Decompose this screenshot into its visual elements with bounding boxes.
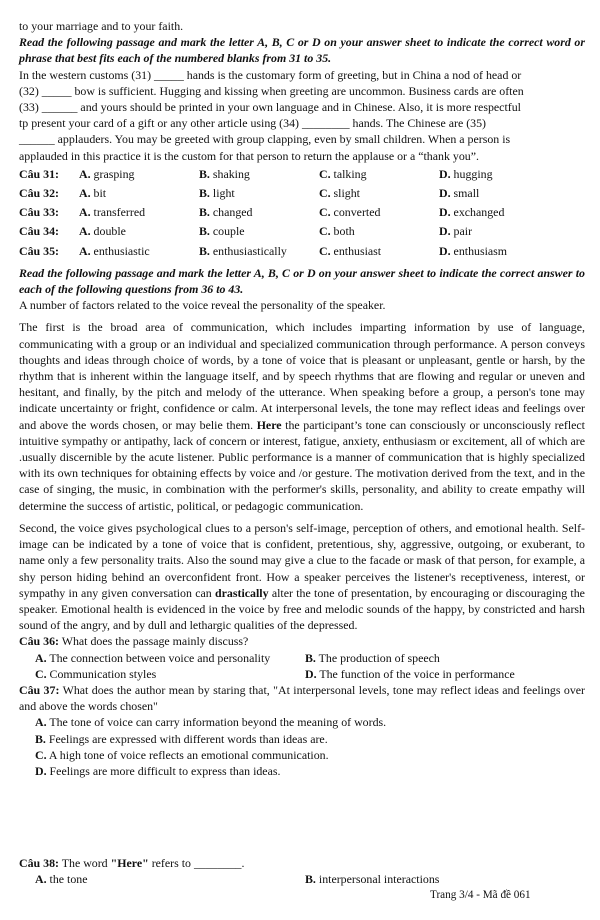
question-38: Câu 38: The word "Here" refers to ________. A. the tone B. interpersonal interactions [19,855,585,887]
option-b[interactable]: B. enthusiastically [199,243,287,258]
cloze-line: applauded in this practice it is the custom for that person to return the applause or a “thank you”. [19,148,479,163]
option-d[interactable]: D. exchanged [439,205,505,220]
question-number: Câu 37: [19,682,60,697]
cloze-line: ______ applauders. You may be greeted with group clapping, even by small children. When a person is [19,132,511,147]
question-36 [19,633,585,682]
option-c[interactable]: C. A high tone of voice reflects an emotional communication. [35,747,329,762]
cloze-passage [19,67,585,164]
cloze-line: tp present your card of a gift or any other article using (34) ________ hands. The Chinese are (35) [19,116,487,131]
option-b[interactable]: B. interpersonal interactions [305,872,440,887]
question-number: Câu 33: [19,205,59,220]
option-c[interactable]: C. both [319,224,355,239]
question-row [19,185,585,201]
passage-paragraph-1: The first is the broad area of communication, which includes imparting information by use of language, communicating with a group or an individual and specialized communication through performance. A person conveys thoughts and ideas through choice of words, by a tone of voice that is pleasant or unpleasant, gentle or harsh, by the rhythm that is inherent within the language itself, and by speech rhythms that are flowing and regular or uneven and hesitant, and finally, by the pitch and melody of the utterance. When speaking before a group, a person's tone may indicate uncertainty or fright, confidence or calm. At interpersonal levels, the tone may reflect ideas and feelings over and above the words chosen, or may belie them. Here the participant’s tone can consciously or unconsciously reflect intuitive sympathy or antipathy, lack of concern or interest, fatigue, anxiety, enthusiasm or excitement, all of which are .usually discernible by the acute listener. Public performance is a manner of communication that is highly specialized with its own techniques for obtaining effects by voice and /or gesture. The motivation derived from the text, and in the case of singing, the music, in combination with the performer's skills, personality, and ability to create empathy will determine the success of artistic, political, or pedagogic communication. [19,320,585,513]
cloze-line: (32) _____ bow is sufficient. Hugging and kissing when greeting are uncommon. Business cards are often [19,83,524,98]
option-a[interactable]: A. transferred [79,205,146,220]
options-row [19,871,585,887]
question-row [19,243,585,259]
option-d[interactable]: D. The function of the voice in performance [305,666,515,681]
section2-instruction: Read the following passage and mark the letter A, B, C or D on your answer sheet to indicate the correct answer to each of the following questions from 36 to 43. [19,265,585,297]
question-number: Câu 36: [19,634,59,649]
question-number: Câu 31: [19,166,59,181]
question-table [19,166,585,259]
option-b[interactable]: B. The production of speech [305,650,440,665]
cloze-line: (33) ______ and yours should be printed in your own language and in Chinese. Also, it is more respectful [19,100,521,115]
option-a[interactable]: A. The connection between voice and personality [35,650,271,665]
option-c[interactable]: C. enthusiast [319,243,382,258]
option-a[interactable]: A. bit [79,186,107,201]
option-c[interactable]: C. Communication styles [35,666,157,681]
continued-line: to your marriage and to your faith. [19,19,184,33]
option-d[interactable]: D. Feelings are more difficult to express than ideas. [35,763,281,778]
question-number: Câu 34: [19,224,59,239]
option-a[interactable]: A. double [79,224,126,239]
option-d[interactable]: D. hugging [439,166,493,181]
highlighted-word: drastically [215,585,269,600]
cloze-line: In the western customs (31) _____ hands is the customary form of greeting, but in China a nod of head or [19,67,522,82]
option-b[interactable]: B. shaking [199,166,250,181]
question-37 [19,682,585,779]
question-number: Câu 32: [19,186,59,201]
question-stem: What does the passage mainly discuss? [61,634,249,649]
question-number: Câu 35: [19,243,59,258]
option-c[interactable]: C. slight [319,186,360,201]
question-row [19,204,585,220]
option-b[interactable]: B. Feelings are expressed with different words than ideas are. [35,731,328,746]
option-c[interactable]: C. converted [319,205,381,220]
option-b[interactable]: B. light [199,186,235,201]
question-row [19,166,585,182]
option-a[interactable]: A. The tone of voice can carry information beyond the meaning of words. [35,715,387,730]
option-d[interactable]: D. enthusiasm [439,243,508,258]
option-d[interactable]: D. pair [439,224,473,239]
passage-paragraph-2: Second, the voice gives psychological clues to a person's self-image, perception of others, and emotional health. Self-image can be indicated by a tone of voice that is confident, pretentious, shy, aggressive, outgoing, or exuberant, to name only a few personality traits. Also the sound may give a clue to the facade or mask of that person, for example, a shy person hiding behind an overconfident front. How a speaker perceives the listener's receptiveness, interest, or sympathy in any given conversation can drastically alter the tone of presentation, by encouraging or discouraging the speaker. Emotional health is evidenced in the voice by free and melodic sounds of the happy, by constricted and harsh sound of the angry, and by dull and lethargic qualities of the depressed. [19,520,585,633]
option-b[interactable]: B. changed [199,205,253,220]
question-number: Câu 38: [19,856,59,870]
question-stem: What does the author mean by staring that, "At interpersonal levels, tone may reflect ideas and feelings over and above the words chosen" [19,682,586,714]
option-a[interactable]: A. the tone [35,872,88,887]
option-b[interactable]: B. couple [199,224,245,239]
option-a[interactable]: A. grasping [79,166,135,181]
highlighted-word: Here [256,417,282,432]
page-footer: Trang 3/4 - Mã đề 061 [430,889,531,901]
option-a[interactable]: A. enthusiastic [79,243,150,258]
text-column [19,18,585,779]
passage-intro: A number of factors related to the voice reveal the personality of the speaker. [19,298,386,313]
question-row [19,223,585,239]
options-row [19,666,585,682]
section1-instruction: Read the following passage and mark the letter A, B, C or D on your answer sheet to indicate the correct word or phrase that best fits each of the numbered blanks from 31 to 35. [19,35,585,66]
option-d[interactable]: D. small [439,186,480,201]
options-row [19,650,585,666]
option-c[interactable]: C. talking [319,166,367,181]
